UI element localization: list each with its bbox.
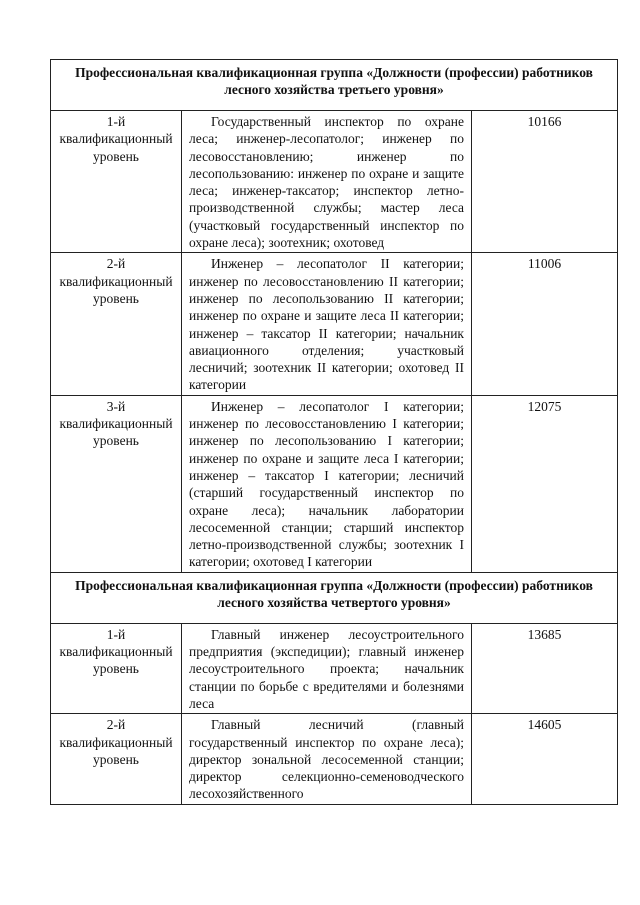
level-cell: 1-й квалификационный уровень (51, 623, 182, 713)
group-title: Профессиональная квалификационная группа «Должности (профессии) работников лесного хозяйства третьего уровня» (51, 60, 618, 111)
table-row (51, 395, 618, 572)
positions-cell: Инженер – лесопатолог I категории; инженер по лесовосстановлению I категории; инженер по лесопользованию I категории; инженер по охране и защите леса I категории; инженер – таксатор I категории; лесничий (старший государственный инспектор по охране леса); начальник лаборатории лесосеменной станции; старший инспектор летно-производственной службы; зоотехник I категории; охотовед I категории (182, 395, 472, 572)
group-header-row (51, 60, 618, 111)
level-cell: 1-й квалификационный уровень (51, 111, 182, 253)
salary-cell: 10166 (472, 111, 618, 253)
qualification-table (50, 59, 618, 805)
table-row (51, 111, 618, 253)
table-row (51, 253, 618, 395)
level-cell: 2-й квалификационный уровень (51, 253, 182, 395)
positions-cell: Государственный инспектор по охране леса; инженер-лесопатолог; инженер по лесовосстановлению; инженер по лесопользованию: инженер по охране и защите леса; инженер-таксатор; инспектор летно-производственной службы; мастер леса (участковый государственный инспектор по охране леса); зоотехник; охотовед (182, 111, 472, 253)
positions-cell: Инженер – лесопатолог II категории; инженер по лесовосстановлению II категории; инженер по лесопользованию II категории; инженер по охране и защите леса II категории; инженер – таксатор II категории; начальник авиационного отделения; участковый лесничий; зоотехник II категории; охотовед II категории (182, 253, 472, 395)
positions-cell: Главный инженер лесоустроительного предприятия (экспедиции); главный инженер лесоустроительного проекта; начальник станции по борьбе с вредителями и болезнями леса (182, 623, 472, 713)
salary-cell: 12075 (472, 395, 618, 572)
table-row (51, 623, 618, 713)
salary-cell: 13685 (472, 623, 618, 713)
salary-cell: 11006 (472, 253, 618, 395)
group-title: Профессиональная квалификационная группа «Должности (профессии) работников лесного хозяйства четвертого уровня» (51, 572, 618, 623)
level-cell: 3-й квалификационный уровень (51, 395, 182, 572)
positions-cell: Главный лесничий (главный государственный инспектор по охране леса); директор зональной лесосеменной станции; директор селекционно-семеноводческого лесохозяйственного (182, 714, 472, 804)
level-cell: 2-й квалификационный уровень (51, 714, 182, 804)
group-header-row (51, 572, 618, 623)
salary-cell: 14605 (472, 714, 618, 804)
table-row (51, 714, 618, 804)
